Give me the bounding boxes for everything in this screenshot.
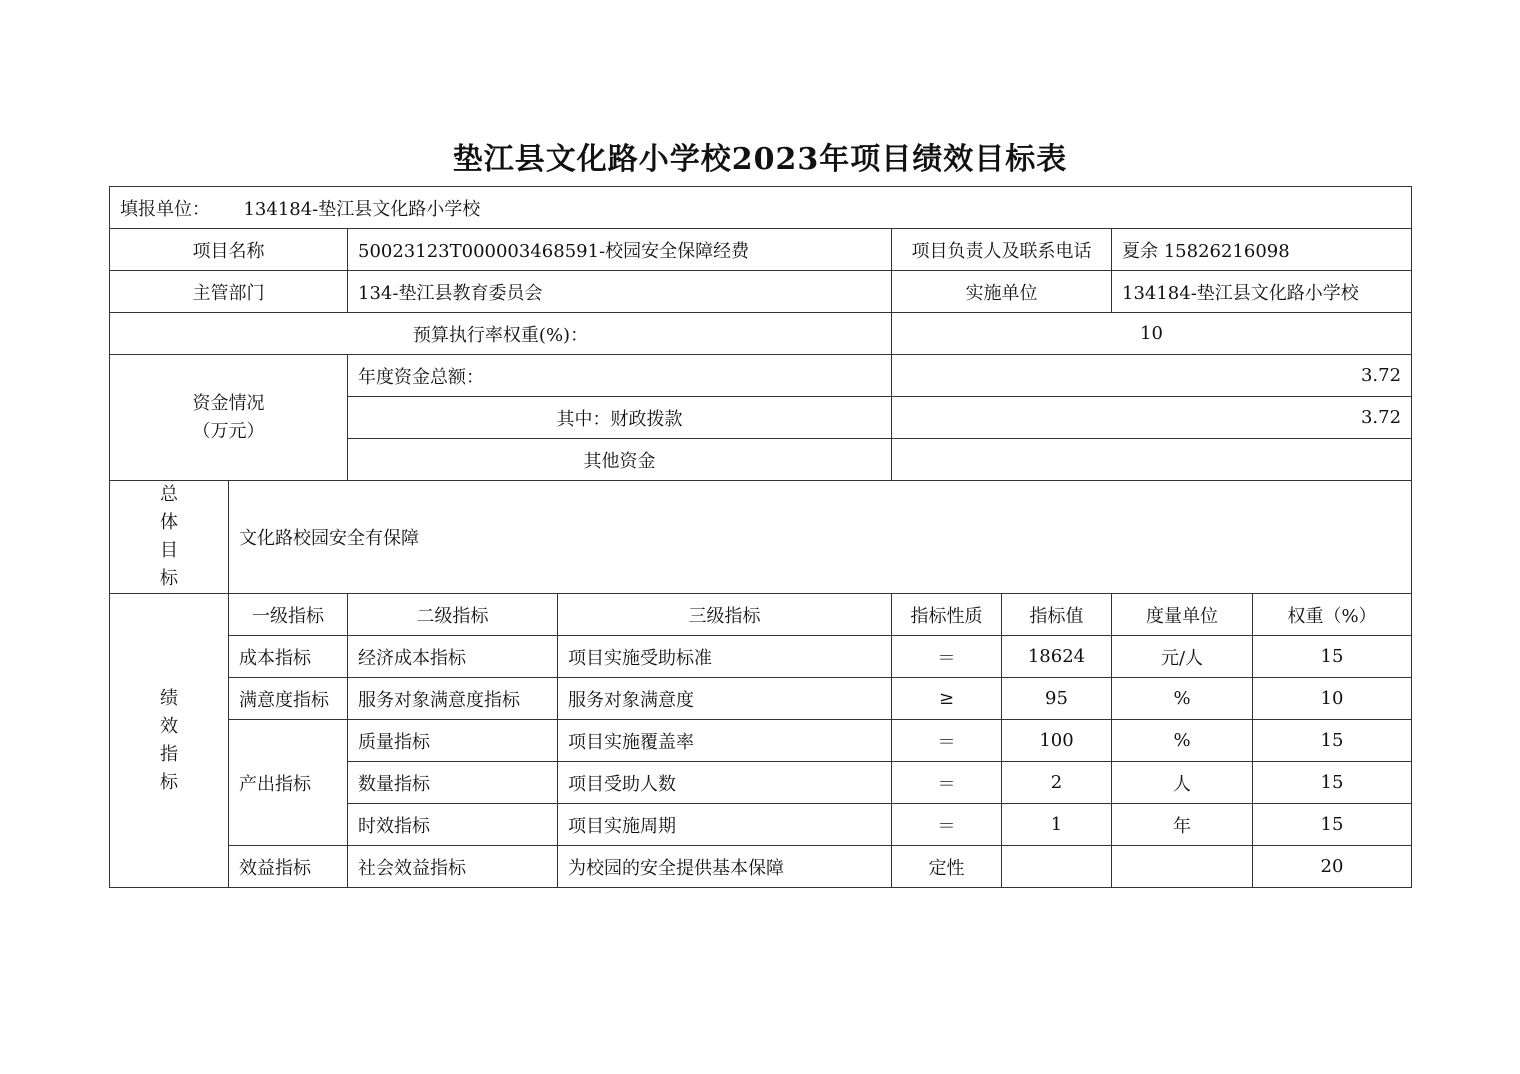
table-row	[110, 678, 1412, 720]
level3-cell: 项目受助人数	[558, 762, 892, 804]
filing-row	[110, 187, 1412, 229]
level2-cell: 时效指标	[348, 804, 558, 846]
funds-other-label: 其他资金	[348, 439, 892, 481]
filing-value: 134184-垫江县文化路小学校	[243, 198, 481, 220]
nature-cell: ＝	[892, 636, 1002, 678]
weight-cell: 15	[1253, 762, 1412, 804]
perf-header-row	[110, 594, 1412, 636]
value-cell: 95	[1002, 678, 1112, 720]
budget-weight-row	[110, 313, 1412, 355]
goal-label-char: 体	[160, 512, 178, 533]
unit-cell: 人	[1112, 762, 1253, 804]
level2-cell: 服务对象满意度指标	[348, 678, 558, 720]
perf-label-char: 标	[160, 771, 178, 793]
value-cell	[1002, 846, 1112, 888]
weight-cell: 15	[1253, 804, 1412, 846]
funds-label	[110, 355, 348, 481]
funds-label-line1: 资金情况	[192, 392, 265, 414]
table-row	[110, 846, 1412, 888]
weight-cell: 20	[1253, 846, 1412, 888]
department-value: 134-垫江县教育委员会	[348, 271, 892, 313]
level2-cell: 经济成本指标	[348, 636, 558, 678]
project-name-row	[110, 229, 1412, 271]
page-title: 垫江县文化路小学校2023年项目绩效目标表	[452, 142, 1068, 177]
level3-cell: 项目实施覆盖率	[558, 720, 892, 762]
header-weight: 权重（%）	[1253, 594, 1412, 636]
unit-cell: %	[1112, 720, 1253, 762]
weight-cell: 15	[1253, 636, 1412, 678]
goal-row	[110, 481, 1412, 594]
unit-cell: 年	[1112, 804, 1253, 846]
nature-cell: ≥	[892, 678, 1002, 720]
value-cell: 1	[1002, 804, 1112, 846]
perf-label	[110, 594, 229, 888]
level3-cell: 为校园的安全提供基本保障	[558, 846, 892, 888]
header-level3: 三级指标	[558, 594, 892, 636]
unit-cell: 元/人	[1112, 636, 1253, 678]
header-level1: 一级指标	[229, 594, 348, 636]
goal-label	[110, 481, 229, 594]
implementer-value: 134184-垫江县文化路小学校	[1112, 271, 1412, 313]
header-unit: 度量单位	[1112, 594, 1253, 636]
header-nature: 指标性质	[892, 594, 1002, 636]
implementer-label: 实施单位	[892, 271, 1112, 313]
level1-cell: 效益指标	[229, 846, 348, 888]
funds-label-line2: （万元）	[192, 420, 265, 442]
level2-cell: 数量指标	[348, 762, 558, 804]
level1-cell: 产出指标	[229, 720, 348, 846]
level3-cell: 服务对象满意度	[558, 678, 892, 720]
filing-cell	[110, 187, 1412, 229]
table-row	[110, 636, 1412, 678]
nature-cell: ＝	[892, 804, 1002, 846]
header-level2: 二级指标	[348, 594, 558, 636]
performance-target-table	[109, 186, 1412, 888]
unit-cell	[1112, 846, 1253, 888]
weight-cell: 15	[1253, 720, 1412, 762]
funds-fiscal-value: 3.72	[892, 397, 1412, 439]
funds-total-label: 年度资金总额：	[348, 355, 892, 397]
level2-cell: 社会效益指标	[348, 846, 558, 888]
perf-label-char: 绩	[160, 687, 178, 709]
goal-label-char: 总	[160, 484, 178, 505]
funds-total-row	[110, 355, 1412, 397]
perf-label-char: 效	[160, 715, 178, 737]
funds-other-value	[892, 439, 1412, 481]
weight-cell: 10	[1253, 678, 1412, 720]
department-label: 主管部门	[110, 271, 348, 313]
contact-value: 夏余 15826216098	[1112, 229, 1412, 271]
nature-cell: ＝	[892, 762, 1002, 804]
filing-label: 填报单位：	[120, 198, 210, 220]
level1-cell: 满意度指标	[229, 678, 348, 720]
unit-cell: %	[1112, 678, 1253, 720]
value-cell: 100	[1002, 720, 1112, 762]
value-cell: 2	[1002, 762, 1112, 804]
funds-total-value: 3.72	[892, 355, 1412, 397]
project-name-value: 50023123T000003468591-校园安全保障经费	[348, 229, 892, 271]
nature-cell: ＝	[892, 720, 1002, 762]
department-row	[110, 271, 1412, 313]
budget-weight-label: 预算执行率权重(%)：	[110, 313, 892, 355]
project-name-label: 项目名称	[110, 229, 348, 271]
value-cell: 18624	[1002, 636, 1112, 678]
level3-cell: 项目实施周期	[558, 804, 892, 846]
contact-label: 项目负责人及联系电话	[892, 229, 1112, 271]
nature-cell: 定性	[892, 846, 1002, 888]
perf-label-char: 指	[160, 743, 178, 765]
goal-label-char: 目	[160, 540, 178, 561]
level3-cell: 项目实施受助标准	[558, 636, 892, 678]
goal-label-char: 标	[160, 568, 178, 589]
budget-weight-value: 10	[892, 313, 1412, 355]
header-value: 指标值	[1002, 594, 1112, 636]
goal-text: 文化路校园安全有保障	[229, 481, 1412, 594]
level2-cell: 质量指标	[348, 720, 558, 762]
level1-cell: 成本指标	[229, 636, 348, 678]
funds-fiscal-label: 其中：财政拨款	[348, 397, 892, 439]
table-row	[110, 720, 1412, 762]
